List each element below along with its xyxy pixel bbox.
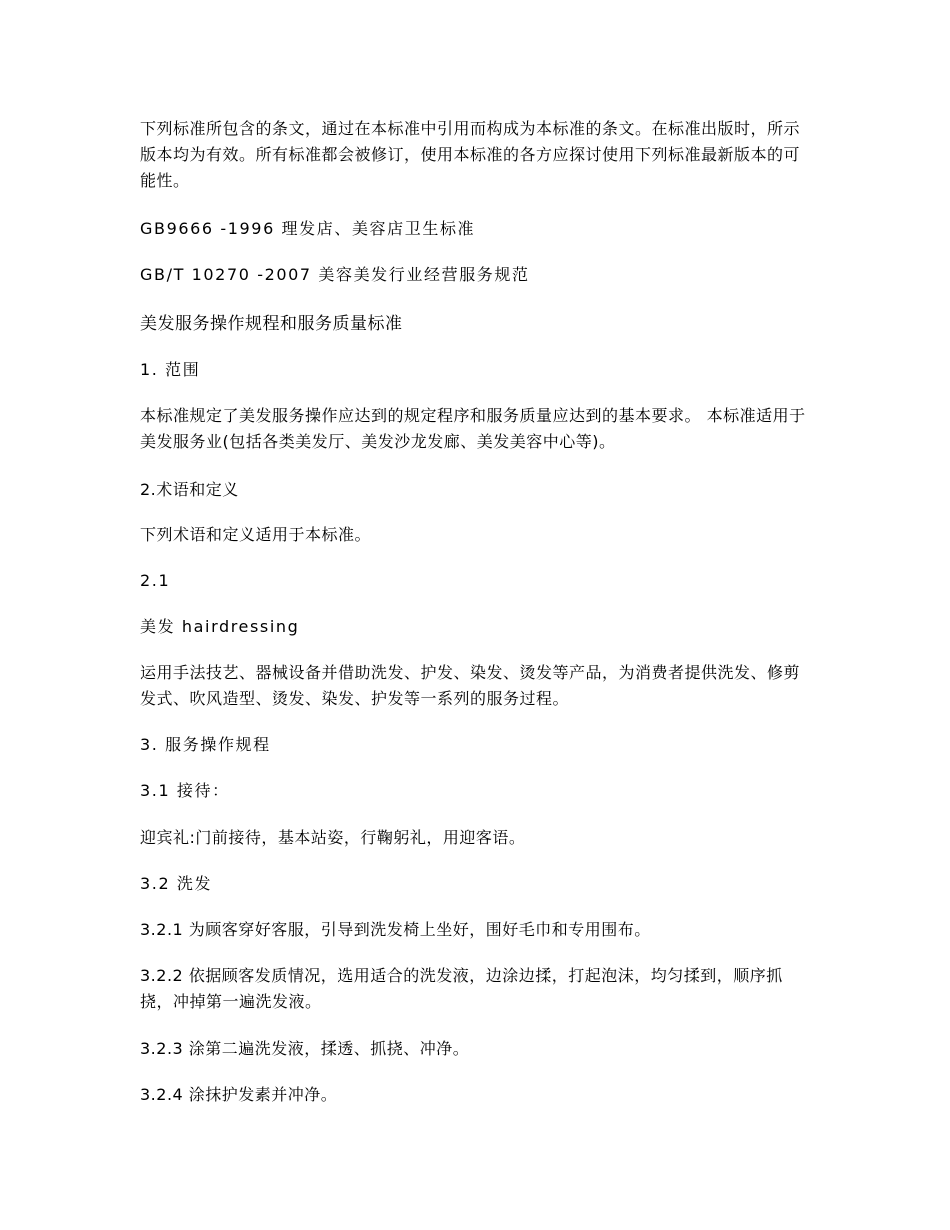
term-hairdressing: 美发 hairdressing	[140, 617, 300, 636]
section-3-heading: 3. 服务操作规程	[140, 735, 271, 754]
document-title: 美发服务操作规程和服务质量标准	[140, 314, 403, 334]
intro-paragraph: 下列标准所包含的条文，通过在本标准中引用而构成为本标准的条文。在标准出版时，所示版本均为有效。所有标准都会被修订，使用本标准的各方应探讨使用下列标准最新版本的可能性。	[140, 119, 801, 190]
section-3-2-heading: 3.2 洗发	[140, 874, 213, 893]
term-definition: 运用手法技艺、器械设备并借助洗发、护发、染发、烫发等产品，为消费者提供洗发、修剪发式、吹风造型、烫发、染发、护发等一系列的服务过程。	[140, 663, 801, 708]
section-2-text: 下列术语和定义适用于本标准。	[140, 525, 372, 544]
section-2-1-heading: 2.1	[140, 571, 171, 590]
section-3-1-text: 迎宾礼:门前接待，基本站姿，行鞠躬礼，用迎客语。	[140, 828, 526, 847]
section-3-2-3: 3.2.3 涂第二遍洗发液，揉透、抓挠、冲净。	[140, 1039, 470, 1058]
section-3-2-4: 3.2.4 涂抹护发素并冲净。	[140, 1085, 338, 1104]
section-1-text: 本标准规定了美发服务操作应达到的规定程序和服务质量应达到的基本要求。 本标准适用于美发服务业(包括各类美发厅、美发沙龙发廊、美发美容中心等)。	[140, 406, 806, 451]
reference-gbt10270: GB/T 10270 -2007 美容美发行业经营服务规范	[140, 265, 530, 284]
section-3-2-1: 3.2.1 为顾客穿好客服，引导到洗发椅上坐好，围好毛巾和专用围布。	[140, 920, 651, 939]
section-1-heading: 1. 范围	[140, 360, 201, 379]
section-3-1-heading: 3.1 接待：	[140, 781, 230, 800]
reference-gb9666: GB9666 -1996 理发店、美容店卫生标准	[140, 219, 476, 238]
section-2-heading: 2.术语和定义	[140, 480, 239, 499]
section-3-2-2: 3.2.2 依据顾客发质情况，选用适合的洗发液，边涂边揉，打起泡沫，均匀揉到，顺序抓挠，冲掉第一遍洗发液。	[140, 966, 783, 1011]
